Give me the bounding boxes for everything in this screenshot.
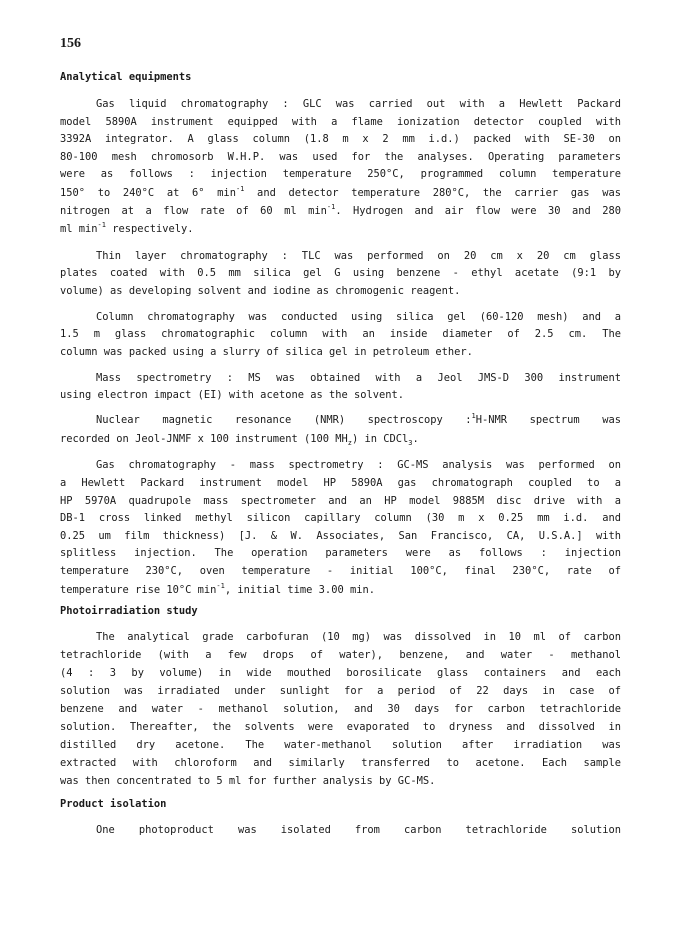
- text-line: solution was irradiated under sunlight for a period of 22 days in case of: [60, 685, 621, 697]
- text-line: distilled dry acetone. The water-methanol solution after irradiation was: [60, 739, 621, 751]
- text-line: using electron impact (EI) with acetone as the solvent.: [60, 389, 405, 401]
- text-line: 150° to 240°C at 6° $\min^{-1}$ and detector temperature 280°C, the carrier gas was: [60, 185, 621, 199]
- text-line: 1.5 m glass chromatographic column with an inside diameter of 2.5 cm. The: [60, 328, 621, 340]
- text-line: column was packed using a slurry of silica gel in petroleum ether.: [60, 346, 473, 358]
- text-line: Thin layer chromatography : TLC was performed on 20 cm x 20 cm glass: [96, 250, 621, 262]
- text-line: The analytical grade carbofuran (10 mg) was dissolved in 10 ml of carbon: [96, 631, 621, 643]
- text-line: were as follows : injection temperature 250°C, programmed column temperature: [60, 168, 621, 180]
- text-line: Mass spectrometry : MS was obtained with a Jeol JMS-D 300 instrument: [96, 372, 621, 384]
- text-line: was then concentrated to 5 ml for further analysis by GC-MS.: [60, 775, 436, 787]
- text-line: nitrogen at a flow rate of 60 ml $\min^{-1}$. Hydrogen and air flow were 30 and 280: [60, 203, 621, 217]
- text-line: splitless injection. The operation parameters were as follows : injection: [60, 547, 621, 559]
- text-line: temperature 230°C, oven temperature - initial 100°C, final 230°C, rate of: [60, 565, 621, 577]
- text-line: extracted with chloroform and similarly transferred to acetone. Each sample: [60, 757, 621, 769]
- text-line: plates coated with 0.5 mm silica gel G using benzene - ethyl acetate (9:1 by: [60, 267, 621, 279]
- text-line: 0.25 um film thickness) [J. & W. Associates, San Francisco, CA, U.S.A.] with: [60, 530, 621, 542]
- text-line: model 5890A instrument equipped with a flame ionization detector coupled with: [60, 116, 621, 128]
- section-heading-photoirradiation-study: Photoirradiation study: [60, 605, 198, 617]
- text-line: DB-1 cross linked methyl silicon capillary column (30 m x 0.25 mm i.d. and: [60, 512, 621, 524]
- text-line: Column chromatography was conducted using silica gel (60-120 mesh) and a: [96, 311, 621, 323]
- text-line: (4 : 3 by volume) in wide mouthed borosilicate glass containers and each: [60, 667, 621, 679]
- text-line: volume) as developing solvent and iodine as chromogenic reagent.: [60, 285, 461, 297]
- page-number: 156: [60, 36, 81, 51]
- text-line: Gas liquid chromatography : GLC was carried out with a Hewlett Packard: [96, 98, 621, 110]
- text-line: tetrachloride (with a few drops of water), benzene, and water - methanol: [60, 649, 621, 661]
- section-heading-product-isolation: Product isolation: [60, 798, 167, 810]
- text-line: Nuclear magnetic resonance (NMR) spectroscopy :$^1$H-NMR spectrum was: [96, 412, 621, 426]
- text-line: 80-100 mesh chromosorb W.H.P. was used for the analyses. Operating parameters: [60, 151, 621, 163]
- text-line: HP 5970A quadrupole mass spectrometer and an HP model 9885M disc drive with a: [60, 495, 621, 507]
- text-line: ml $\min^{-1}$ respectively.: [60, 221, 194, 235]
- text-line: One photoproduct was isolated from carbon tetrachloride solution: [96, 824, 621, 836]
- text-line: temperature rise 10°C $\min^{-1}$, initial time 3.00 min.: [60, 582, 375, 596]
- text-line: benzene and water - methanol solution, and 30 days for carbon tetrachloride: [60, 703, 621, 715]
- section-heading-analytical-equipments: Analytical equipments: [60, 71, 192, 83]
- text-line: Gas chromatography - mass spectrometry : GC-MS analysis was performed on: [96, 459, 621, 471]
- text-line: a Hewlett Packard instrument model HP 5890A gas chromatograph coupled to a: [60, 477, 621, 489]
- text-line: recorded on Jeol-JNMF x 100 instrument (100 $MH_z$) in CDCl$_3$.: [60, 433, 419, 447]
- text-line: 3392A integrator. A glass column (1.8 m x 2 mm i.d.) packed with SE-30 on: [60, 133, 621, 145]
- text-line: solution. Thereafter, the solvents were evaporated to dryness and dissolved in: [60, 721, 621, 733]
